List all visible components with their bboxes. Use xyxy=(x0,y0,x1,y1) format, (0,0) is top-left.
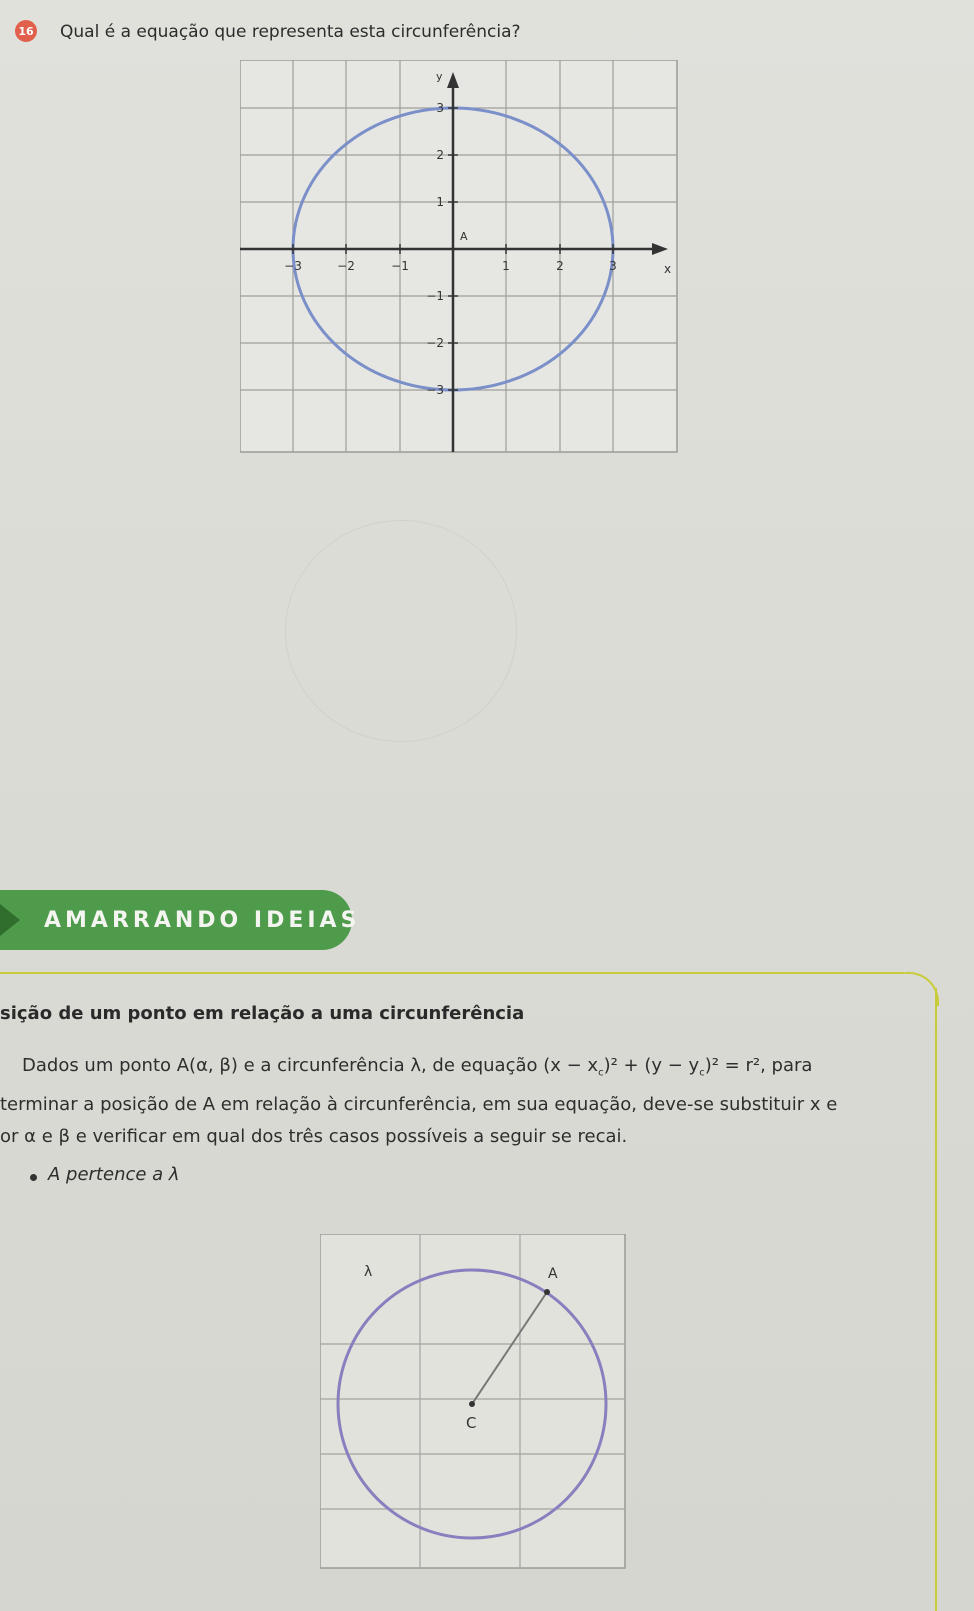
x-tick-label: 1 xyxy=(502,259,510,273)
bullet-text: A pertence a λ xyxy=(48,1164,180,1185)
point-a-label: A xyxy=(460,230,468,243)
content-frame-top xyxy=(0,972,905,974)
y-tick-label: −2 xyxy=(426,336,444,350)
paragraph-line-1: Dados um ponto A(α, β) e a circunferência λ, de equação $(x - x_c)^2 + (y - y_c)^2 = r^2$, para xyxy=(22,1055,813,1079)
content-frame-right xyxy=(935,988,937,1611)
question-number-badge xyxy=(15,20,37,42)
banner-arrow-icon xyxy=(0,904,20,936)
center-c-marker xyxy=(469,1401,475,1407)
graph-frame xyxy=(320,1234,625,1568)
y-axis-label: y xyxy=(436,70,443,83)
x-tick-label: −2 xyxy=(337,259,355,273)
circle-label: λ xyxy=(364,1264,373,1280)
y-tick-label: −1 xyxy=(426,289,444,303)
paragraph-line-2: terminar a posição de A em relação à circunferência, em sua equação, deve-se substituir x e xyxy=(0,1094,838,1115)
y-tick-label: 1 xyxy=(436,195,444,209)
x-tick-label: 3 xyxy=(609,259,617,273)
question-text: Qual é a equação que representa esta circunferência? xyxy=(60,22,521,42)
circle-graph xyxy=(240,60,680,455)
x-axis-label: x xyxy=(664,262,672,276)
center-label: C xyxy=(466,1414,477,1432)
x-tick-label: −1 xyxy=(391,259,409,273)
x-tick-label: 2 xyxy=(556,259,564,273)
y-tick-label: 3 xyxy=(436,101,444,115)
section-banner xyxy=(0,890,361,950)
x-tick-label: −3 xyxy=(284,259,302,273)
section-title: sição de um ponto em relação a uma circunferência xyxy=(0,1003,525,1024)
bullet-icon xyxy=(30,1174,37,1181)
point-on-circle-graph xyxy=(320,1234,630,1574)
y-tick-label: −3 xyxy=(426,383,444,397)
question-number: 16 xyxy=(18,24,34,38)
point-a-label: A xyxy=(548,1266,558,1282)
point-a-marker xyxy=(544,1289,550,1295)
banner-title: AMARRANDO IDEIAS xyxy=(44,907,361,933)
paragraph-line-3: or α e β e verificar em qual dos três casos possíveis a seguir se recai. xyxy=(0,1126,628,1147)
faint-show-through-circle xyxy=(285,520,517,742)
y-tick-label: 2 xyxy=(436,148,444,162)
